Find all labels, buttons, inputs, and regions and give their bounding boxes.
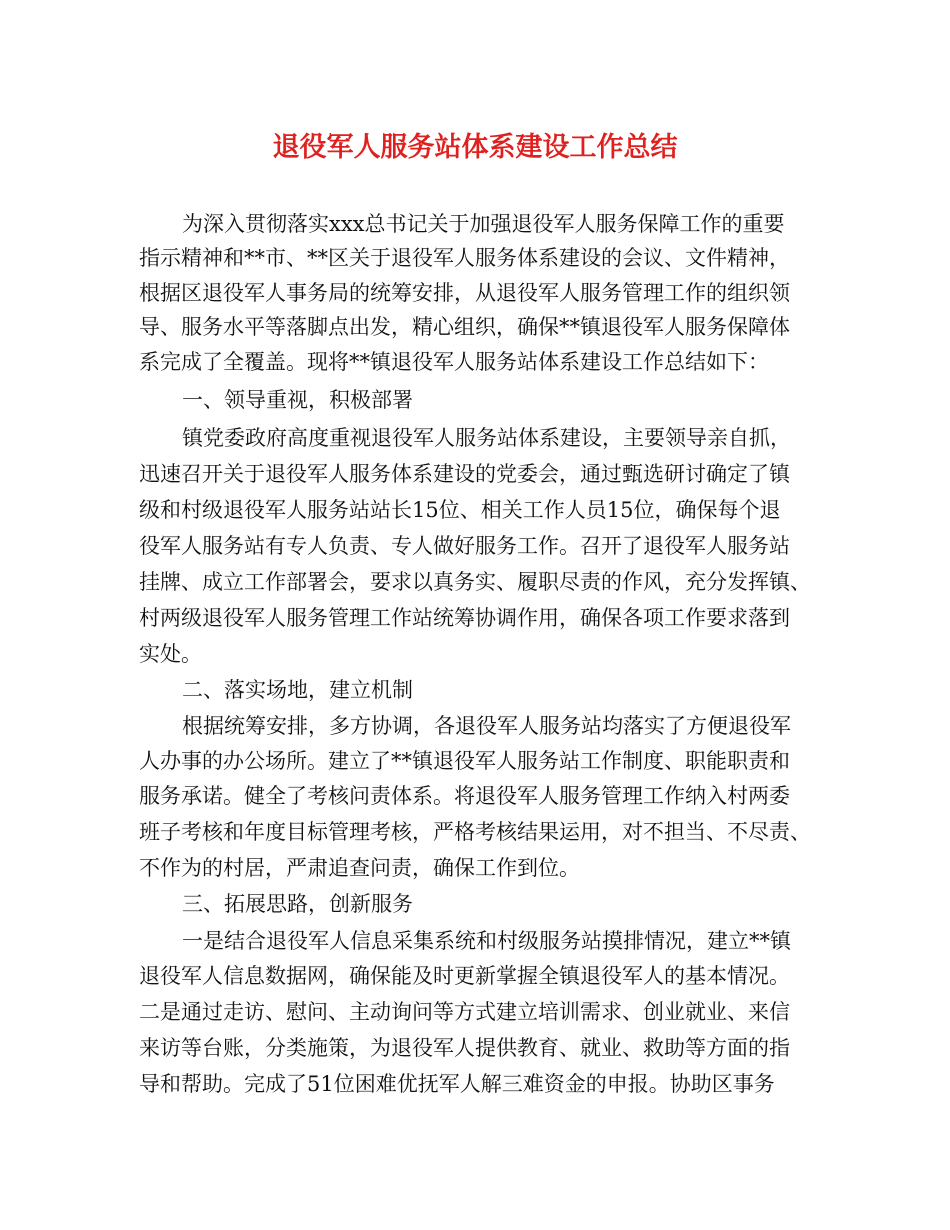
body-line: 一是结合退役军人信息采集系统和村级服务站摸排情况，建立**镇 xyxy=(182,929,791,953)
body-line: 人办事的办公场所。建立了**镇退役军人服务站工作制度、职能职责和 xyxy=(139,749,790,773)
section-heading: 三、拓展思路，创新服务 xyxy=(182,892,413,916)
body-line: 根据统筹安排，多方协调，各退役军人服务站均落实了方便退役军 xyxy=(182,714,791,738)
body-line: 根据区退役军人事务局的统筹安排，从退役军人服务管理工作的组织领 xyxy=(139,281,790,305)
body-line: 级和村级退役军人服务站站长15位、相关工作人员15位，确保每个退 xyxy=(139,498,781,522)
body-line: 役军人服务站有专人负责、专人做好服务工作。召开了退役军人服务站 xyxy=(139,534,790,558)
body-line: 系完成了全覆盖。现将**镇退役军人服务站体系建设工作总结如下： xyxy=(139,350,769,374)
document-title: 退役军人服务站体系建设工作总结 xyxy=(272,132,678,163)
body-line: 导和帮助。完成了51位困难优抚军人解三难资金的申报。协助区事务 xyxy=(139,1072,775,1096)
body-line: 实处。 xyxy=(139,642,202,666)
body-line: 镇党委政府高度重视退役军人服务站体系建设，主要领导亲自抓， xyxy=(182,426,791,450)
body-line: 指示精神和**市、**区关于退役军人服务体系建设的会议、文件精神， xyxy=(139,246,790,270)
section-heading: 一、领导重视，积极部署 xyxy=(182,388,413,412)
body-line: 班子考核和年度目标管理考核，严格考核结果运用，对不担当、不尽责、 xyxy=(139,820,811,844)
body-line: 来访等台账，分类施策，为退役军人提供教育、就业、救助等方面的指 xyxy=(139,1036,790,1060)
section-heading: 二、落实场地，建立机制 xyxy=(182,678,413,702)
body-line: 二是通过走访、慰问、主动询问等方式建立培训需求、创业就业、来信 xyxy=(139,1000,790,1024)
body-line: 服务承诺。健全了考核问责体系。将退役军人服务管理工作纳入村两委 xyxy=(139,784,790,808)
body-line: 为深入贯彻落实xxx总书记关于加强退役军人服务保障工作的重要 xyxy=(182,212,785,236)
body-line: 导、服务水平等落脚点出发，精心组织，确保**镇退役军人服务保障体 xyxy=(139,315,790,339)
body-line: 挂牌、成立工作部署会，要求以真务实、履职尽责的作风，充分发挥镇、 xyxy=(139,570,811,594)
body-line: 退役军人信息数据网，确保能及时更新掌握全镇退役军人的基本情况。 xyxy=(139,964,790,988)
body-line: 不作为的村居，严肃追查问责，确保工作到位。 xyxy=(139,856,580,880)
body-line: 迅速召开关于退役军人服务体系建设的党委会，通过甄选研讨确定了镇 xyxy=(139,462,790,486)
body-line: 村两级退役军人服务管理工作站统筹协调作用，确保各项工作要求落到 xyxy=(139,606,790,630)
